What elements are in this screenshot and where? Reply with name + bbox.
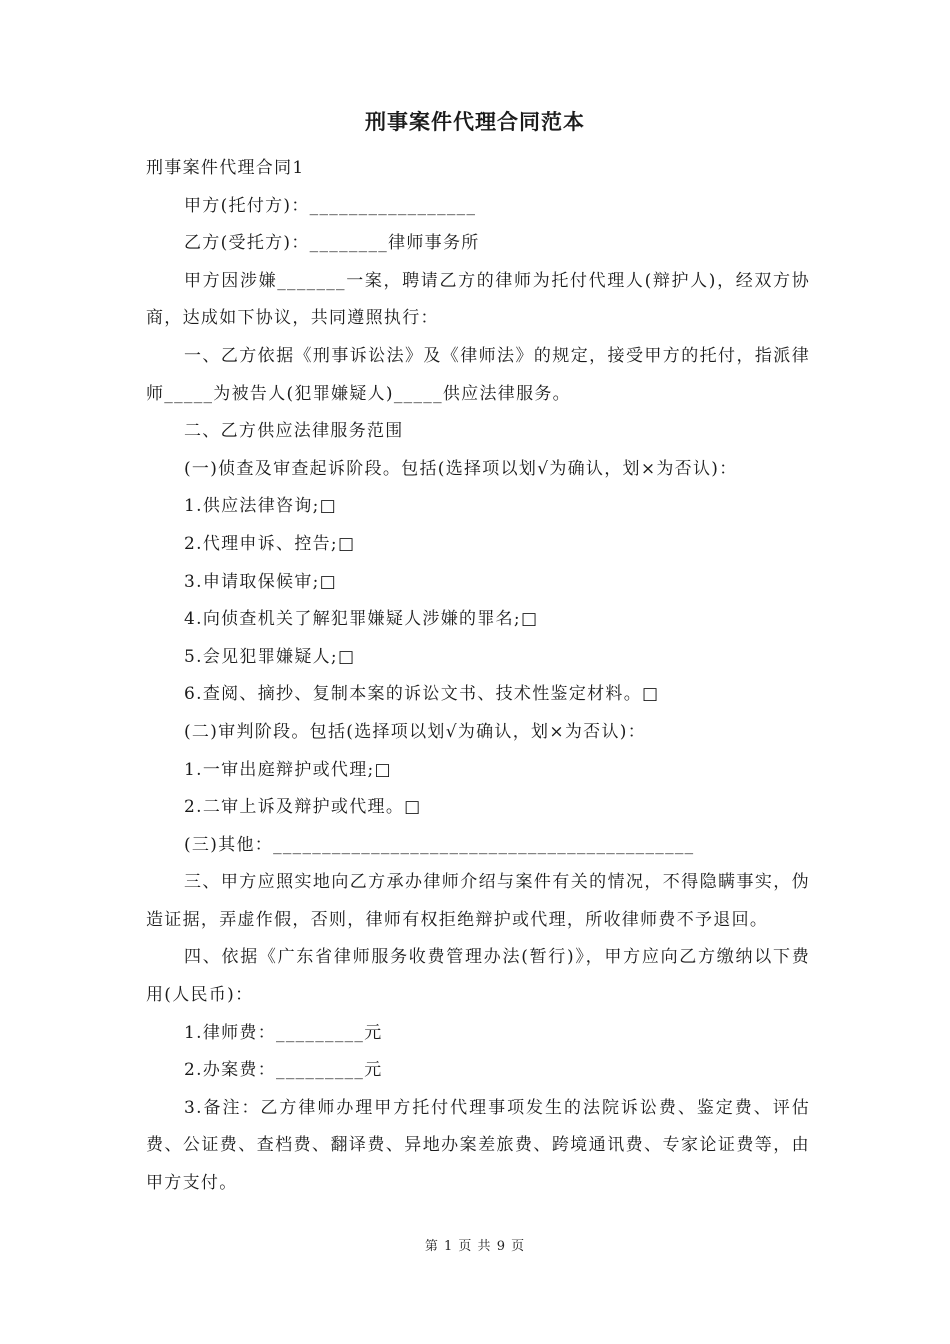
preamble-paragraph: 甲方因涉嫌_______一案，聘请乙方的律师为托付代理人(辩护人)，经双方协商，达成如下协议，共同遵照执行： <box>146 270 810 329</box>
clause-three: 三、甲方应照实地向乙方承办律师介绍与案件有关的情况，不得隐瞒事实，伪造证据，弄虚作假，否则，律师有权拒绝辩护或代理，所收律师费不予退回。 <box>146 872 810 930</box>
list-item: 5.会见犯罪嫌疑人;□ <box>184 646 356 667</box>
clause-two-heading: 二、乙方供应法律服务范围 <box>184 421 404 442</box>
party-b-line: 乙方(受托方)：________律师事务所 <box>184 233 480 254</box>
lawyer-fee-line: 1.律师费：_________元 <box>184 1022 383 1043</box>
page-number-footer: 第 1 页 共 9 页 <box>424 1239 526 1254</box>
list-item: 2.二审上诉及辩护或代理。□ <box>184 797 422 818</box>
list-item: 3.申请取保候审;□ <box>184 571 338 592</box>
document-title: 刑事案件代理合同范本 <box>365 110 585 134</box>
stage-two-heading: (二)审判阶段。包括(选择项以划√为确认，划×为否认)： <box>184 721 647 742</box>
clause-four: 四、依据《广东省律师服务收费管理办法(暂行)》，甲方应向乙方缴纳以下费用(人民币)： <box>146 947 810 1006</box>
list-item: 2.代理申诉、控告;□ <box>184 533 356 554</box>
case-fee-line: 2.办案费：_________元 <box>184 1060 383 1081</box>
party-a-line: 甲方(托付方)：_________________ <box>184 195 477 216</box>
remarks-paragraph: 3.备注：乙方律师办理甲方托付代理事项发生的法院诉讼费、鉴定费、评估费、公证费、查档费、翻译费、异地办案差旅费、跨境通讯费、专家论证费等，由甲方支付。 <box>146 1097 810 1194</box>
other-line: (三)其他：___________________________________________ <box>184 834 695 855</box>
document-body <box>146 150 810 1203</box>
contract-heading: 刑事案件代理合同1 <box>146 158 305 178</box>
list-item: 1.一审出庭辩护或代理;□ <box>184 759 392 780</box>
list-item: 6.查阅、摘抄、复制本案的诉讼文书、技术性鉴定材料。□ <box>184 684 660 705</box>
clause-one: 一、乙方依据《刑事诉讼法》及《律师法》的规定，接受甲方的托付，指派律师_____为被告人(犯罪嫌疑人)_____供应法律服务。 <box>146 345 810 404</box>
list-item: 4.向侦查机关了解犯罪嫌疑人涉嫌的罪名;□ <box>184 609 539 630</box>
stage-one-heading: (一)侦查及审查起诉阶段。包括(选择项以划√为确认，划×为否认)： <box>184 458 738 479</box>
list-item: 1.供应法律咨询;□ <box>184 496 338 517</box>
